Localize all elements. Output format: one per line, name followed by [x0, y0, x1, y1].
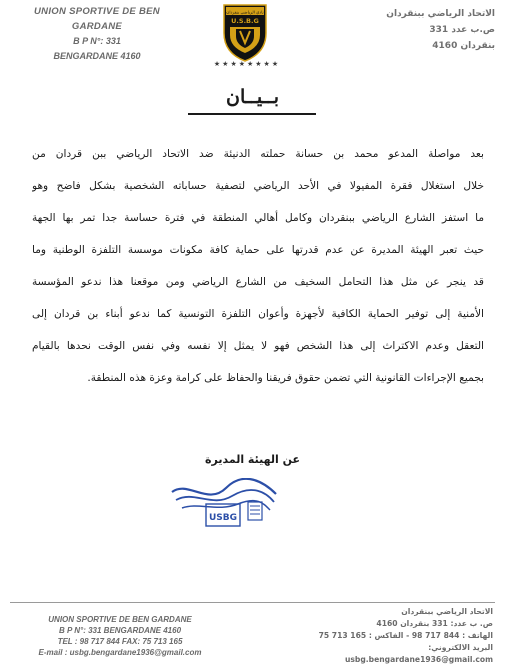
footer-right-block	[303, 606, 493, 666]
logo-stars: ★★★★★★★★	[213, 60, 281, 68]
body-line-1: بعد مواصلة المدعو محمد بن حسانة حملته الدنيئة ضد الاتحاد الرياضي ببن قردان من	[32, 148, 484, 160]
footer-email-value: usbg.bengardane1936@gmail.com	[344, 655, 493, 664]
footer-email-fr: E-mail : usbg.bengardane1936@gmail.com	[38, 648, 202, 657]
footer-address-fr: B P N°: 331 BENGARDANE 4160	[58, 626, 182, 635]
footer-fax-value: 75 713 165	[318, 631, 367, 640]
body-line-3: ما استفز الشارع الرياضي ببنقردان وكامل أهالي المنطقة في فترة حساسة جدا تمر بها الجهة	[32, 212, 484, 224]
title-underline	[188, 113, 316, 115]
footer-email-label: البريد الالكتروني:	[428, 643, 493, 652]
header-left-block	[12, 4, 182, 64]
header-city-fr: BENGARDANE 4160	[53, 51, 141, 61]
footer-email-row	[303, 642, 493, 666]
stamp-text: USBG	[208, 513, 238, 523]
header-bp-ar: ص.ب عدد 331	[429, 25, 495, 35]
footer-phone-fr: TEL : 98 717 844 FAX: 75 713 165	[57, 637, 183, 646]
body-line-8: بجميع الإجراءات القانونية التي تضمن حقوق فريقنا والحفاظ على كرامة وعزة هذه المنطقة.	[87, 372, 484, 384]
official-stamp	[168, 478, 280, 528]
body-line-4: حيث تعبر الهيئة المديرة عن عدم قدرتها على حماية كافة مكونات موسسة التلفزة الوطنية وما	[32, 244, 484, 256]
logo-initials: U.S.B.G	[231, 17, 259, 25]
club-logo-icon	[222, 3, 268, 63]
signature-label: عن الهيئة المديرة	[205, 453, 300, 466]
body-line-5: قد ينجر عن مثل هذا التحامل السخيف من الشارع الرياضي ومن موقعنا هذا ندعو المؤسسة	[32, 276, 484, 288]
body-line-7: التعقل وعدم الاكتراث إلى هذا الشخص فهو لا يمثل إلا نفسه وفي نفس الوقت نحدها بالقيام	[32, 340, 484, 352]
footer-phone-label: الهاتف :	[462, 631, 493, 640]
stamp-icon	[168, 478, 280, 528]
footer-fax-label: الفاكس :	[368, 631, 404, 640]
footer-divider	[10, 602, 495, 603]
header-bp-fr: B P N°: 331	[73, 36, 121, 46]
header-city-ar: بنقردان 4160	[432, 41, 495, 51]
body-line-6: الأمنية إلى توفير الحماية الكافية لأجهزة وأعوان التلفزة التونسية كما ندعو أبناء بن قردان إلى	[32, 308, 484, 320]
header-club-name-ar: الاتحاد الرياضي ببنقردان	[386, 9, 495, 19]
header-club-name-fr: UNION SPORTIVE DE BEN GARDANE	[34, 6, 160, 32]
header-right-block	[345, 6, 495, 54]
document-title: بــيــان	[225, 86, 280, 108]
body-line-2: خلال استغلال فقرة المفيولا في الأحد الرياضي لتصفية حساباته الشخصية بشكل فاضح وهو	[32, 180, 484, 192]
footer-left-block	[30, 614, 210, 658]
footer-address-ar: ص. ب عدد: 331 بنقردان 4160	[376, 619, 493, 628]
club-logo	[222, 3, 268, 63]
footer-club-name-fr: UNION SPORTIVE DE BEN GARDANE	[48, 615, 192, 624]
footer-phone-value: 98 717 844	[411, 631, 460, 640]
logo-top-text: نادي الرياضي بنقردان	[226, 9, 264, 15]
statement-body	[32, 138, 484, 394]
footer-phone-row: الهاتف : 98 717 844 - الفاكس : 75 713 165	[318, 631, 493, 640]
footer-club-name-ar: الاتحاد الرياضي ببنقردان	[401, 607, 493, 616]
